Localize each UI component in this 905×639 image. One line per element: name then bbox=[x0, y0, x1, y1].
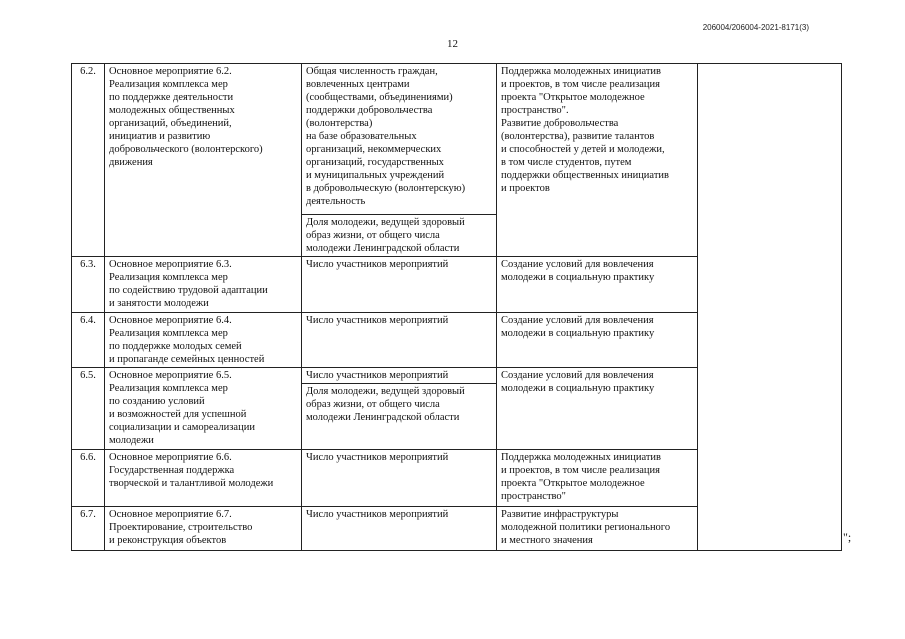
indicator-cell: Число участников мероприятий bbox=[302, 450, 497, 507]
indicator-cell: Число участников мероприятий bbox=[302, 313, 497, 368]
result-cell: Поддержка молодежных инициатив и проектов, в том числе реализация проекта "Открытое молодежное пространство" bbox=[497, 450, 698, 507]
indicator-cell bbox=[302, 368, 497, 450]
event-cell: Основное мероприятие 6.7. Проектирование, строительство и реконструкция объектов bbox=[105, 507, 302, 551]
measures-table bbox=[71, 63, 842, 551]
row-number: 6.5. bbox=[72, 368, 105, 450]
event-cell: Основное мероприятие 6.5. Реализация комплекса мер по созданию условий и возможностей для успешной социализации и самореализации молодежи bbox=[105, 368, 302, 450]
document-id: 206004/206004-2021-8171(3) bbox=[702, 23, 809, 32]
indicator-cell: Число участников мероприятий bbox=[302, 257, 497, 313]
table-row bbox=[72, 64, 842, 215]
event-cell: Основное мероприятие 6.4. Реализация комплекса мер по поддержке молодых семей и пропаганде семейных ценностей bbox=[105, 313, 302, 368]
closing-quote-mark: "; bbox=[843, 530, 852, 544]
event-cell: Основное мероприятие 6.6. Государственная поддержка творческой и талантливой молодежи bbox=[105, 450, 302, 507]
indicator-subcell: Число участников мероприятий bbox=[302, 368, 496, 384]
empty-column-cell bbox=[698, 64, 842, 551]
row-number: 6.2. bbox=[72, 64, 105, 257]
event-cell: Основное мероприятие 6.2. Реализация комплекса мер по поддержке деятельности молодежных общественных организаций, объединений, инициатив и развитию добровольческого (волонтерского) движения bbox=[105, 64, 302, 257]
indicator-cell: Доля молодежи, ведущей здоровый образ жизни, от общего числа молодежи Ленинградской области bbox=[302, 215, 497, 257]
result-cell: Создание условий для вовлечения молодежи в социальную практику bbox=[497, 257, 698, 313]
result-cell: Создание условий для вовлечения молодежи в социальную практику bbox=[497, 313, 698, 368]
page-number: 12 bbox=[447, 38, 458, 50]
result-cell: Создание условий для вовлечения молодежи в социальную практику bbox=[497, 368, 698, 450]
indicator-cell: Число участников мероприятий bbox=[302, 507, 497, 551]
indicator-subcell: Доля молодежи, ведущей здоровый образ жизни, от общего числа молодежи Ленинградской области bbox=[306, 386, 465, 423]
result-cell: Развитие инфраструктуры молодежной политики регионального и местного значения bbox=[497, 507, 698, 551]
result-cell: Поддержка молодежных инициатив и проектов, в том числе реализация проекта "Открытое молодежное пространство". Развитие добровольчества (волонтерства), развитие талантов и способностей у детей и молодежи, в том числе студентов, путем поддержки общественных инициатив и проектов bbox=[497, 64, 698, 257]
row-number: 6.3. bbox=[72, 257, 105, 313]
event-cell: Основное мероприятие 6.3. Реализация комплекса мер по содействию трудовой адаптации и занятости молодежи bbox=[105, 257, 302, 313]
row-number: 6.4. bbox=[72, 313, 105, 368]
row-number: 6.6. bbox=[72, 450, 105, 507]
indicator-cell: Общая численность граждан, вовлеченных центрами (сообществами, объединениями) поддержки добровольчества (волонтерства) на базе образовательных организаций, некоммерческих организаций, государственных и муниципальных учреждений в добровольческую (волонтерскую) деятельность bbox=[302, 64, 497, 215]
row-number: 6.7. bbox=[72, 507, 105, 551]
